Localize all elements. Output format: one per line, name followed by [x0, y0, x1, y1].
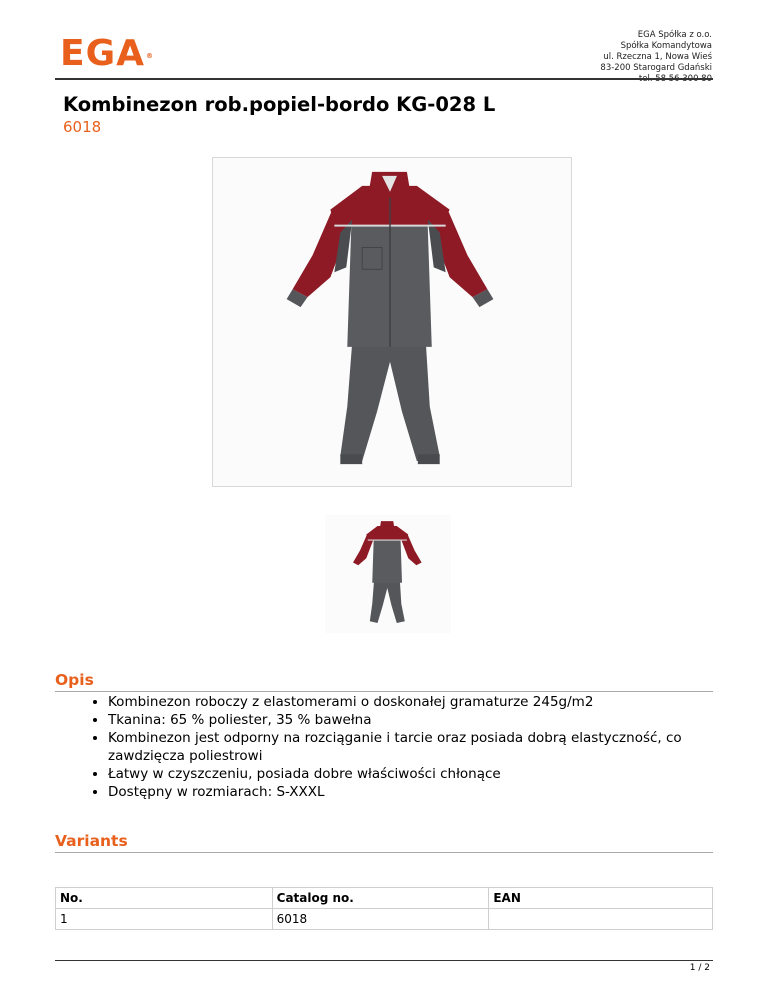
list-item: • Dostępny w rozmiarach: S-XXXL	[108, 783, 728, 801]
list-item: • Kombinezon jest odporny na rozciąganie i tarcie oraz posiada dobrą elastyczność, co zawdzięcza poliestrowi	[108, 729, 728, 765]
cell-ean	[489, 909, 713, 930]
column-header-ean: EAN	[489, 888, 713, 909]
description-heading: Opis	[55, 671, 94, 689]
company-line: 83-200 Starogard Gdański	[600, 63, 712, 73]
company-line: Spółka Komandytowa	[620, 41, 712, 51]
company-address	[600, 30, 712, 85]
description-list	[88, 693, 728, 801]
description-divider	[55, 691, 713, 692]
cell-catalog: 6018	[272, 909, 489, 930]
cell-no: 1	[56, 909, 273, 930]
table-row	[56, 909, 713, 930]
page-number: 1 / 2	[689, 963, 710, 973]
company-line: tel. 58 56 300 80	[638, 74, 712, 84]
column-header-catalog: Catalog no.	[272, 888, 489, 909]
coverall-image	[213, 158, 571, 486]
list-item: • Tkanina: 65 % poliester, 35 % bawełna	[108, 711, 728, 729]
variants-table	[55, 887, 713, 930]
footer-divider	[55, 960, 713, 961]
coverall-image	[325, 515, 451, 633]
variants-heading: Variants	[55, 832, 128, 850]
header-divider	[55, 78, 713, 80]
ega-logo: EGA®	[60, 33, 155, 74]
table-header-row	[56, 888, 713, 909]
product-main-image[interactable]	[212, 157, 572, 487]
company-line: EGA Spółka z o.o.	[637, 30, 712, 40]
company-line: ul. Rzeczna 1, Nowa Wieś	[603, 52, 712, 62]
product-thumbnail[interactable]	[325, 515, 451, 633]
list-item: • Łatwy w czyszczeniu, posiada dobre właściwości chłonące	[108, 765, 728, 783]
product-title: Kombinezon rob.popiel-bordo KG-028 L	[63, 93, 496, 116]
product-code: 6018	[63, 118, 102, 136]
list-item: • Kombinezon roboczy z elastomerami o doskonałej gramaturze 245g/m2	[108, 693, 728, 711]
variants-divider	[55, 852, 713, 853]
column-header-no: No.	[56, 888, 273, 909]
